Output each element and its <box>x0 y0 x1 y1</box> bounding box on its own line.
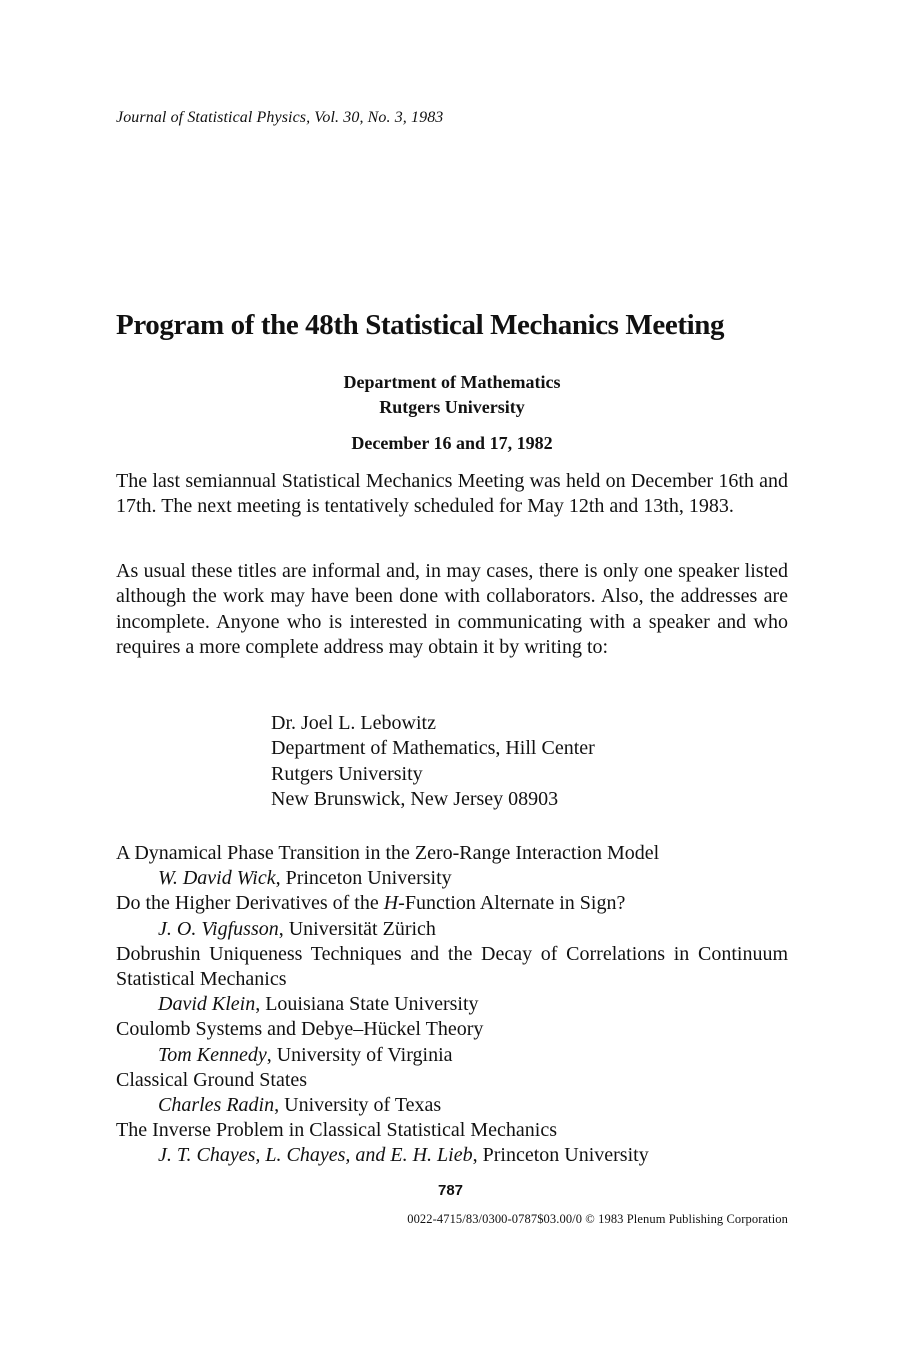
talk-speakers: Charles Radin, University of Texas <box>158 1094 442 1117</box>
speaker-institution: Princeton University <box>482 1144 649 1167</box>
speaker-names: W. David Wick <box>158 867 276 890</box>
address-line: Dr. Joel L. Lebowitz <box>271 712 436 734</box>
program-entry <box>116 1068 788 1118</box>
program-entry <box>116 841 788 891</box>
journal-citation: Journal of Statistical Physics, Vol. 30, No. 3, 1983 <box>116 109 444 126</box>
talk-title: Coulomb Systems and Debye–Hückel Theory <box>116 1018 484 1041</box>
page-number: 787 <box>437 1182 464 1199</box>
speaker-names: David Klein <box>158 993 256 1016</box>
program-entry <box>116 891 788 941</box>
talk-speakers: David Klein, Louisiana State University <box>158 993 479 1016</box>
speaker-names: J. O. Vigfusson <box>158 917 279 940</box>
talk-title: Classical Ground States <box>116 1068 308 1091</box>
program-entry <box>116 942 788 1018</box>
copyright-line: 0022-4715/83/0300-0787$03.00/0 © 1983 Plenum Publishing Corporation <box>407 1212 788 1226</box>
meeting-date: December 16 and 17, 1982 <box>351 433 553 453</box>
intro-paragraph: The last semiannual Statistical Mechanics Meeting was held on December 16th and 17th. The next meeting is tentatively scheduled for May 12th and 13th, 1983. <box>116 470 788 518</box>
program-list <box>116 841 788 1169</box>
address-line: Department of Mathematics, Hill Center <box>271 737 595 760</box>
speaker-institution: Princeton University <box>285 867 452 890</box>
page-title: Program of the 48th Statistical Mechanics Meeting <box>116 309 725 341</box>
speaker-names: J. T. Chayes, L. Chayes, and E. H. Lieb <box>158 1144 473 1167</box>
department-name: Department of Mathematics <box>343 372 561 392</box>
talk-title: The Inverse Problem in Classical Statistical Mechanics <box>116 1119 557 1142</box>
talk-speakers: W. David Wick, Princeton University <box>158 867 452 890</box>
talk-speakers: J. T. Chayes, L. Chayes, and E. H. Lieb, Princeton University <box>158 1144 649 1167</box>
talk-speakers: J. O. Vigfusson, Universität Zürich <box>158 917 436 940</box>
talk-title: A Dynamical Phase Transition in the Zero-Range Interaction Model <box>116 842 660 864</box>
instructions-paragraph: As usual these titles are informal and, in may cases, there is only one speaker listed although the work may have been done with collaborators. Also, the addresses are incomplete. Anyone who is interested in communicating with a speaker and who requires a more complete address may obtain it by writing to: <box>116 560 788 658</box>
speaker-institution: University of Virginia <box>276 1043 453 1066</box>
program-entry <box>116 1017 788 1067</box>
speaker-institution: Universität Zürich <box>288 917 436 940</box>
address-line: Rutgers University <box>271 762 423 785</box>
speaker-institution: University of Texas <box>284 1094 442 1117</box>
university-name: Rutgers University <box>379 397 525 417</box>
speaker-institution: Louisiana State University <box>265 993 479 1016</box>
contact-address <box>271 711 595 812</box>
talk-speakers: Tom Kennedy, University of Virginia <box>158 1043 453 1066</box>
affiliation-block <box>116 370 788 420</box>
speaker-names: Tom Kennedy <box>158 1043 267 1066</box>
program-entry <box>116 1118 788 1168</box>
address-line: New Brunswick, New Jersey 08903 <box>271 787 559 810</box>
speaker-names: Charles Radin <box>158 1094 275 1117</box>
talk-title: Do the Higher Derivatives of the H-Function Alternate in Sign? <box>116 892 626 915</box>
talk-title: Dobrushin Uniqueness Techniques and the Decay of Correlations in Continuum Statistical Mechanics <box>116 942 788 991</box>
